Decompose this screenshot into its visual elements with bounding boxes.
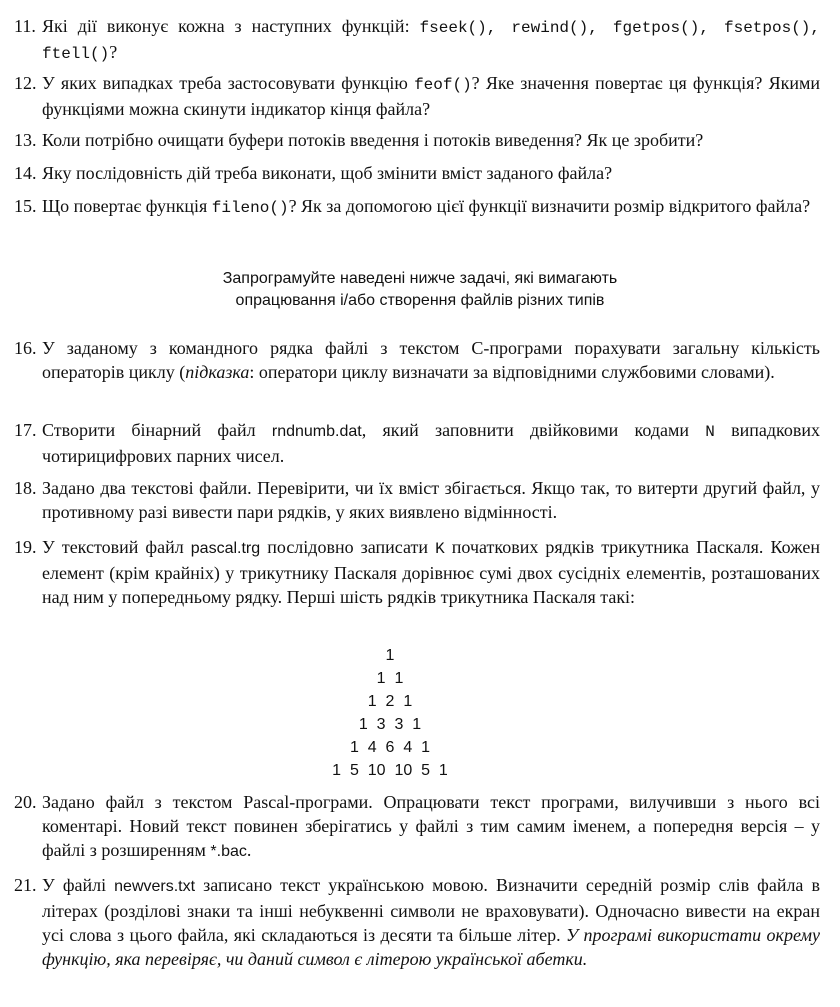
item-text: [42, 128, 820, 152]
item-text: [42, 476, 820, 524]
text-run: випадкових чотирицифрових парних чисел.: [42, 420, 821, 466]
question-11: [14, 14, 820, 66]
task-20: [14, 790, 820, 864]
pascal-value: 1: [412, 716, 422, 733]
pascal-row: [280, 690, 500, 713]
text-run: послідовно записати: [260, 537, 436, 557]
pascal-value: 10: [394, 762, 413, 779]
text-run: .: [246, 840, 252, 860]
item-text: [42, 873, 820, 971]
item-text: [42, 790, 820, 864]
text-run: У текстовий файл: [42, 537, 191, 557]
pascal-value: 1: [376, 670, 386, 687]
text-run: fseek(), rewind(), fgetpos(), fsetpos(), ftell(): [42, 19, 821, 63]
text-run: ? Як за допомогою цієї функції визначити розмір відкритого файла?: [288, 196, 811, 216]
text-run: rndnumb.dat: [271, 423, 362, 440]
pascal-row: [280, 644, 500, 667]
pascal-value: 1: [394, 670, 404, 687]
item-number: 19.: [14, 537, 37, 557]
pascal-value: 1: [367, 693, 377, 710]
text-run: , який заповнити двійковими кодами: [361, 420, 706, 440]
text-run: : оператори циклу визначати за відповідними службовими словами).: [249, 362, 775, 382]
pascal-value: 1: [385, 647, 395, 664]
text-run: Що повертає функція: [42, 196, 212, 216]
text-run: Створити бінарний файл: [42, 420, 272, 440]
pascal-value: 3: [394, 716, 404, 733]
item-text: [42, 14, 820, 66]
item-text: [42, 71, 820, 121]
item-text: [42, 535, 820, 609]
pascal-row: [280, 759, 500, 782]
item-number: 20.: [14, 792, 37, 812]
pascal-row: [280, 713, 500, 736]
item-text: [42, 418, 820, 468]
text-run: початкових рядків трикутника Паскаля. Кожен елемент (крім крайніх) у трикутнику Паскаля дорівнює сумі двох сусідніх елементів, розташованих над ним у попередньому рядку. Перші шість рядків трикутника Паскаля такі:: [42, 537, 820, 607]
text-run: підказка: [185, 362, 250, 382]
pascal-value: 1: [421, 739, 431, 756]
text-run: ? Яке значення повертає ця функція? Якими функціями можна скинути індикатор кінця файла?: [42, 73, 820, 119]
text-run: pascal.trg: [190, 540, 261, 557]
pascal-value: 1: [349, 739, 359, 756]
item-text: [42, 194, 820, 220]
pascal-value: 10: [367, 762, 386, 779]
section-heading-line-1: Запрограмуйте наведені нижче задачі, які вимагають: [222, 270, 618, 287]
pascal-value: 5: [349, 762, 359, 779]
item-number: 18.: [14, 478, 37, 498]
question-12: [14, 71, 820, 121]
text-run: Коли потрібно очищати буфери потоків введення і потоків виведення? Як це зробити?: [42, 130, 704, 150]
pascal-value: 2: [385, 693, 395, 710]
pascal-value: 1: [332, 762, 342, 779]
text-run: *.bac: [210, 843, 247, 860]
pascal-value: 1: [358, 716, 368, 733]
task-17: [14, 418, 820, 468]
text-run: У програмі використати окрему функцію, яка перевіряє, чи даний символ є літерою української абетки.: [42, 925, 820, 969]
text-run: Задано файл з текстом Pascal-програми. Опрацювати текст програми, вилучивши з нього всі коментарі. Новий текст повинен зберігатись у файлі з тим самим іменем, а попередня версія – у файлі з розширенням: [42, 792, 820, 860]
pascal-value: 6: [385, 739, 395, 756]
item-text: [42, 161, 820, 185]
task-18: [14, 476, 820, 524]
text-run: fileno(): [211, 199, 289, 217]
text-run: У яких випадках треба застосовувати функцію: [42, 73, 415, 93]
text-run: Які дії виконує кожна з наступних функцій:: [42, 16, 420, 36]
task-19: [14, 535, 820, 609]
item-number: 12.: [14, 73, 37, 93]
section-heading: [0, 268, 840, 312]
pascal-value: 4: [403, 739, 413, 756]
item-number: 13.: [14, 130, 37, 150]
pascal-value: 5: [421, 762, 431, 779]
item-number: 16.: [14, 338, 37, 358]
section-heading-line-2: опрацювання і/або створення файлів різних типів: [235, 292, 605, 309]
task-21: [14, 873, 820, 971]
item-number: 17.: [14, 420, 37, 440]
text-run: newvers.txt: [114, 878, 196, 895]
pascal-value: 1: [438, 762, 448, 779]
text-run: Задано два текстові файли. Перевірити, чи їх вміст збігається. Якщо так, то витерти другий файл, у противному разі вивести пари рядків, у яких виявлено відмінності.: [42, 478, 820, 522]
pascal-value: 4: [367, 739, 377, 756]
pascal-triangle: [280, 644, 500, 782]
question-14: [14, 161, 820, 185]
pascal-row: [280, 736, 500, 759]
task-16: [14, 336, 820, 384]
text-run: ?: [109, 42, 118, 62]
item-number: 11.: [14, 16, 36, 36]
text-run: У заданому з командного рядка файлі з текстом С-програми порахувати загальну кількість операторів циклу (: [42, 338, 820, 382]
text-run: feof(): [414, 76, 472, 94]
question-13: [14, 128, 820, 152]
text-run: K: [435, 540, 445, 558]
text-run: У файлі: [42, 875, 115, 895]
text-run: N: [705, 423, 715, 441]
pascal-value: 3: [376, 716, 386, 733]
item-number: 15.: [14, 196, 37, 216]
pascal-row: [280, 667, 500, 690]
text-run: Яку послідовність дій треба виконати, щоб змінити вміст заданого файла?: [42, 163, 613, 183]
text-run: записано текст українською мовою. Визначити середній розмір слів файла в літерах (розділові знаки та інші небуквенні символи не враховувати). Одночасно вивести на екран усі слова з цього файла, які складаються із десяти та більше літер.: [42, 875, 820, 945]
pascal-value: 1: [403, 693, 413, 710]
item-number: 21.: [14, 875, 37, 895]
item-number: 14.: [14, 163, 37, 183]
question-15: [14, 194, 820, 220]
item-text: [42, 336, 820, 384]
